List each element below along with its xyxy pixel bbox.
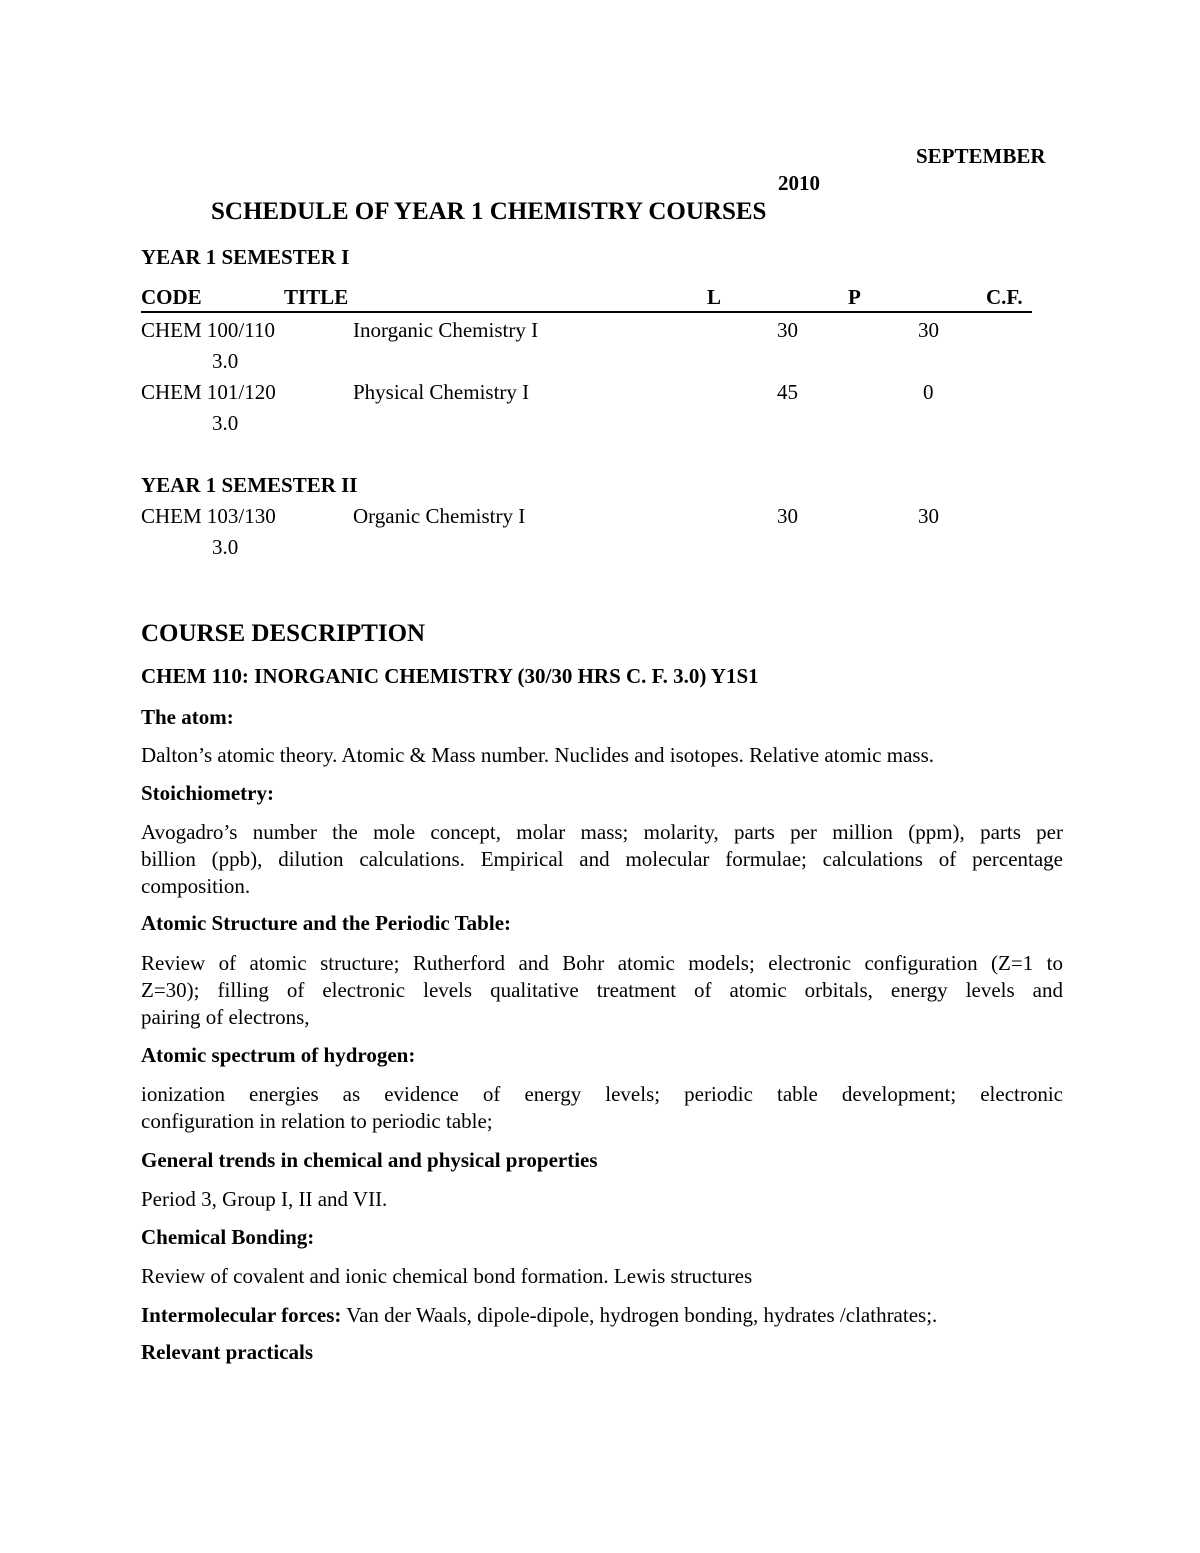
section-title: COURSE DESCRIPTION (141, 620, 426, 647)
paragraph-line: Avogadro’s number the mole concept, molar mass; molarity, parts per million (ppm), parts per (141, 820, 1063, 844)
topic-heading-bonding: Chemical Bonding: (141, 1225, 315, 1249)
row-lecture-hours: 30 (777, 504, 798, 528)
paragraph-line: Z=30); filling of electronic levels qualitative treatment of atomic orbitals, energy levels and (141, 978, 1063, 1002)
row-lecture-hours: 30 (777, 318, 798, 342)
page-title: SCHEDULE OF YEAR 1 CHEMISTRY COURSES (211, 198, 767, 225)
course-heading: CHEM 110: INORGANIC CHEMISTRY (30/30 HRS C. F. 3.0) Y1S1 (141, 664, 759, 688)
paragraph-stoichiometry (141, 819, 1063, 900)
paragraph-bonding (141, 1263, 1063, 1290)
topic-heading-trends: General trends in chemical and physical properties (141, 1148, 598, 1172)
forces-text: Van der Waals, dipole-dipole, hydrogen bonding, hydrates /clathrates;. (341, 1303, 938, 1327)
topic-heading-practicals: Relevant practicals (141, 1340, 314, 1364)
paragraph-line: ionization energies as evidence of energy levels; periodic table development; electronic (141, 1082, 1063, 1106)
col-code: CODE (141, 285, 202, 309)
topic-heading-spectrum: Atomic spectrum of hydrogen: (141, 1043, 416, 1067)
row-lecture-hours: 45 (777, 380, 798, 404)
row-practical-hours: 0 (923, 380, 934, 404)
row-credit: 3.0 (212, 535, 239, 559)
row-practical-hours: 30 (918, 318, 939, 342)
paragraph-forces (141, 1302, 1063, 1329)
col-p: P (848, 285, 861, 309)
paragraph-trends (141, 1186, 1063, 1213)
paragraph-line: pairing of electrons, (141, 1005, 310, 1029)
schedule-table-header (141, 285, 1032, 313)
topic-heading-stoichiometry: Stoichiometry: (141, 781, 274, 805)
col-l: L (707, 285, 722, 309)
table-row (141, 380, 1032, 442)
col-title: TITLE (284, 285, 349, 309)
header-month: SEPTEMBER (916, 144, 1046, 168)
semester2-heading: YEAR 1 SEMESTER II (141, 473, 358, 497)
paragraph-structure (141, 950, 1063, 1031)
table-row (141, 318, 1032, 380)
paragraph-spectrum (141, 1081, 1063, 1135)
paragraph-line: Review of covalent and ionic chemical bond formation. Lewis structures (141, 1264, 753, 1288)
row-code: CHEM 103/130 (141, 504, 276, 528)
paragraph-line: Period 3, Group I, II and VII. (141, 1187, 388, 1211)
paragraph-line: configuration in relation to periodic table; (141, 1109, 493, 1133)
semester1-heading: YEAR 1 SEMESTER I (141, 245, 350, 269)
row-title: Physical Chemistry I (353, 380, 530, 404)
row-code: CHEM 101/120 (141, 380, 276, 404)
row-credit: 3.0 (212, 411, 239, 435)
header-year: 2010 (778, 171, 820, 195)
col-cf: C.F. (986, 285, 1023, 309)
table-row (141, 504, 1032, 566)
paragraph-atom (141, 742, 1063, 769)
row-title: Organic Chemistry I (353, 504, 526, 528)
row-title: Inorganic Chemistry I (353, 318, 539, 342)
paragraph-line: composition. (141, 874, 251, 898)
paragraph-line: billion (ppb), dilution calculations. Empirical and molecular formulae; calculations of percentage (141, 847, 1063, 871)
row-credit: 3.0 (212, 349, 239, 373)
row-practical-hours: 30 (918, 504, 939, 528)
topic-heading-atom: The atom: (141, 705, 234, 729)
topic-heading-structure: Atomic Structure and the Periodic Table: (141, 911, 512, 935)
row-code: CHEM 100/110 (141, 318, 275, 342)
paragraph-line: Dalton’s atomic theory. Atomic & Mass number. Nuclides and isotopes. Relative atomic mass. (141, 743, 935, 767)
paragraph-line: Review of atomic structure; Rutherford and Bohr atomic models; electronic configuration (Z=1 to (141, 951, 1063, 975)
topic-heading-forces: Intermolecular forces: (141, 1303, 342, 1327)
paragraph-line (141, 1302, 1063, 1329)
